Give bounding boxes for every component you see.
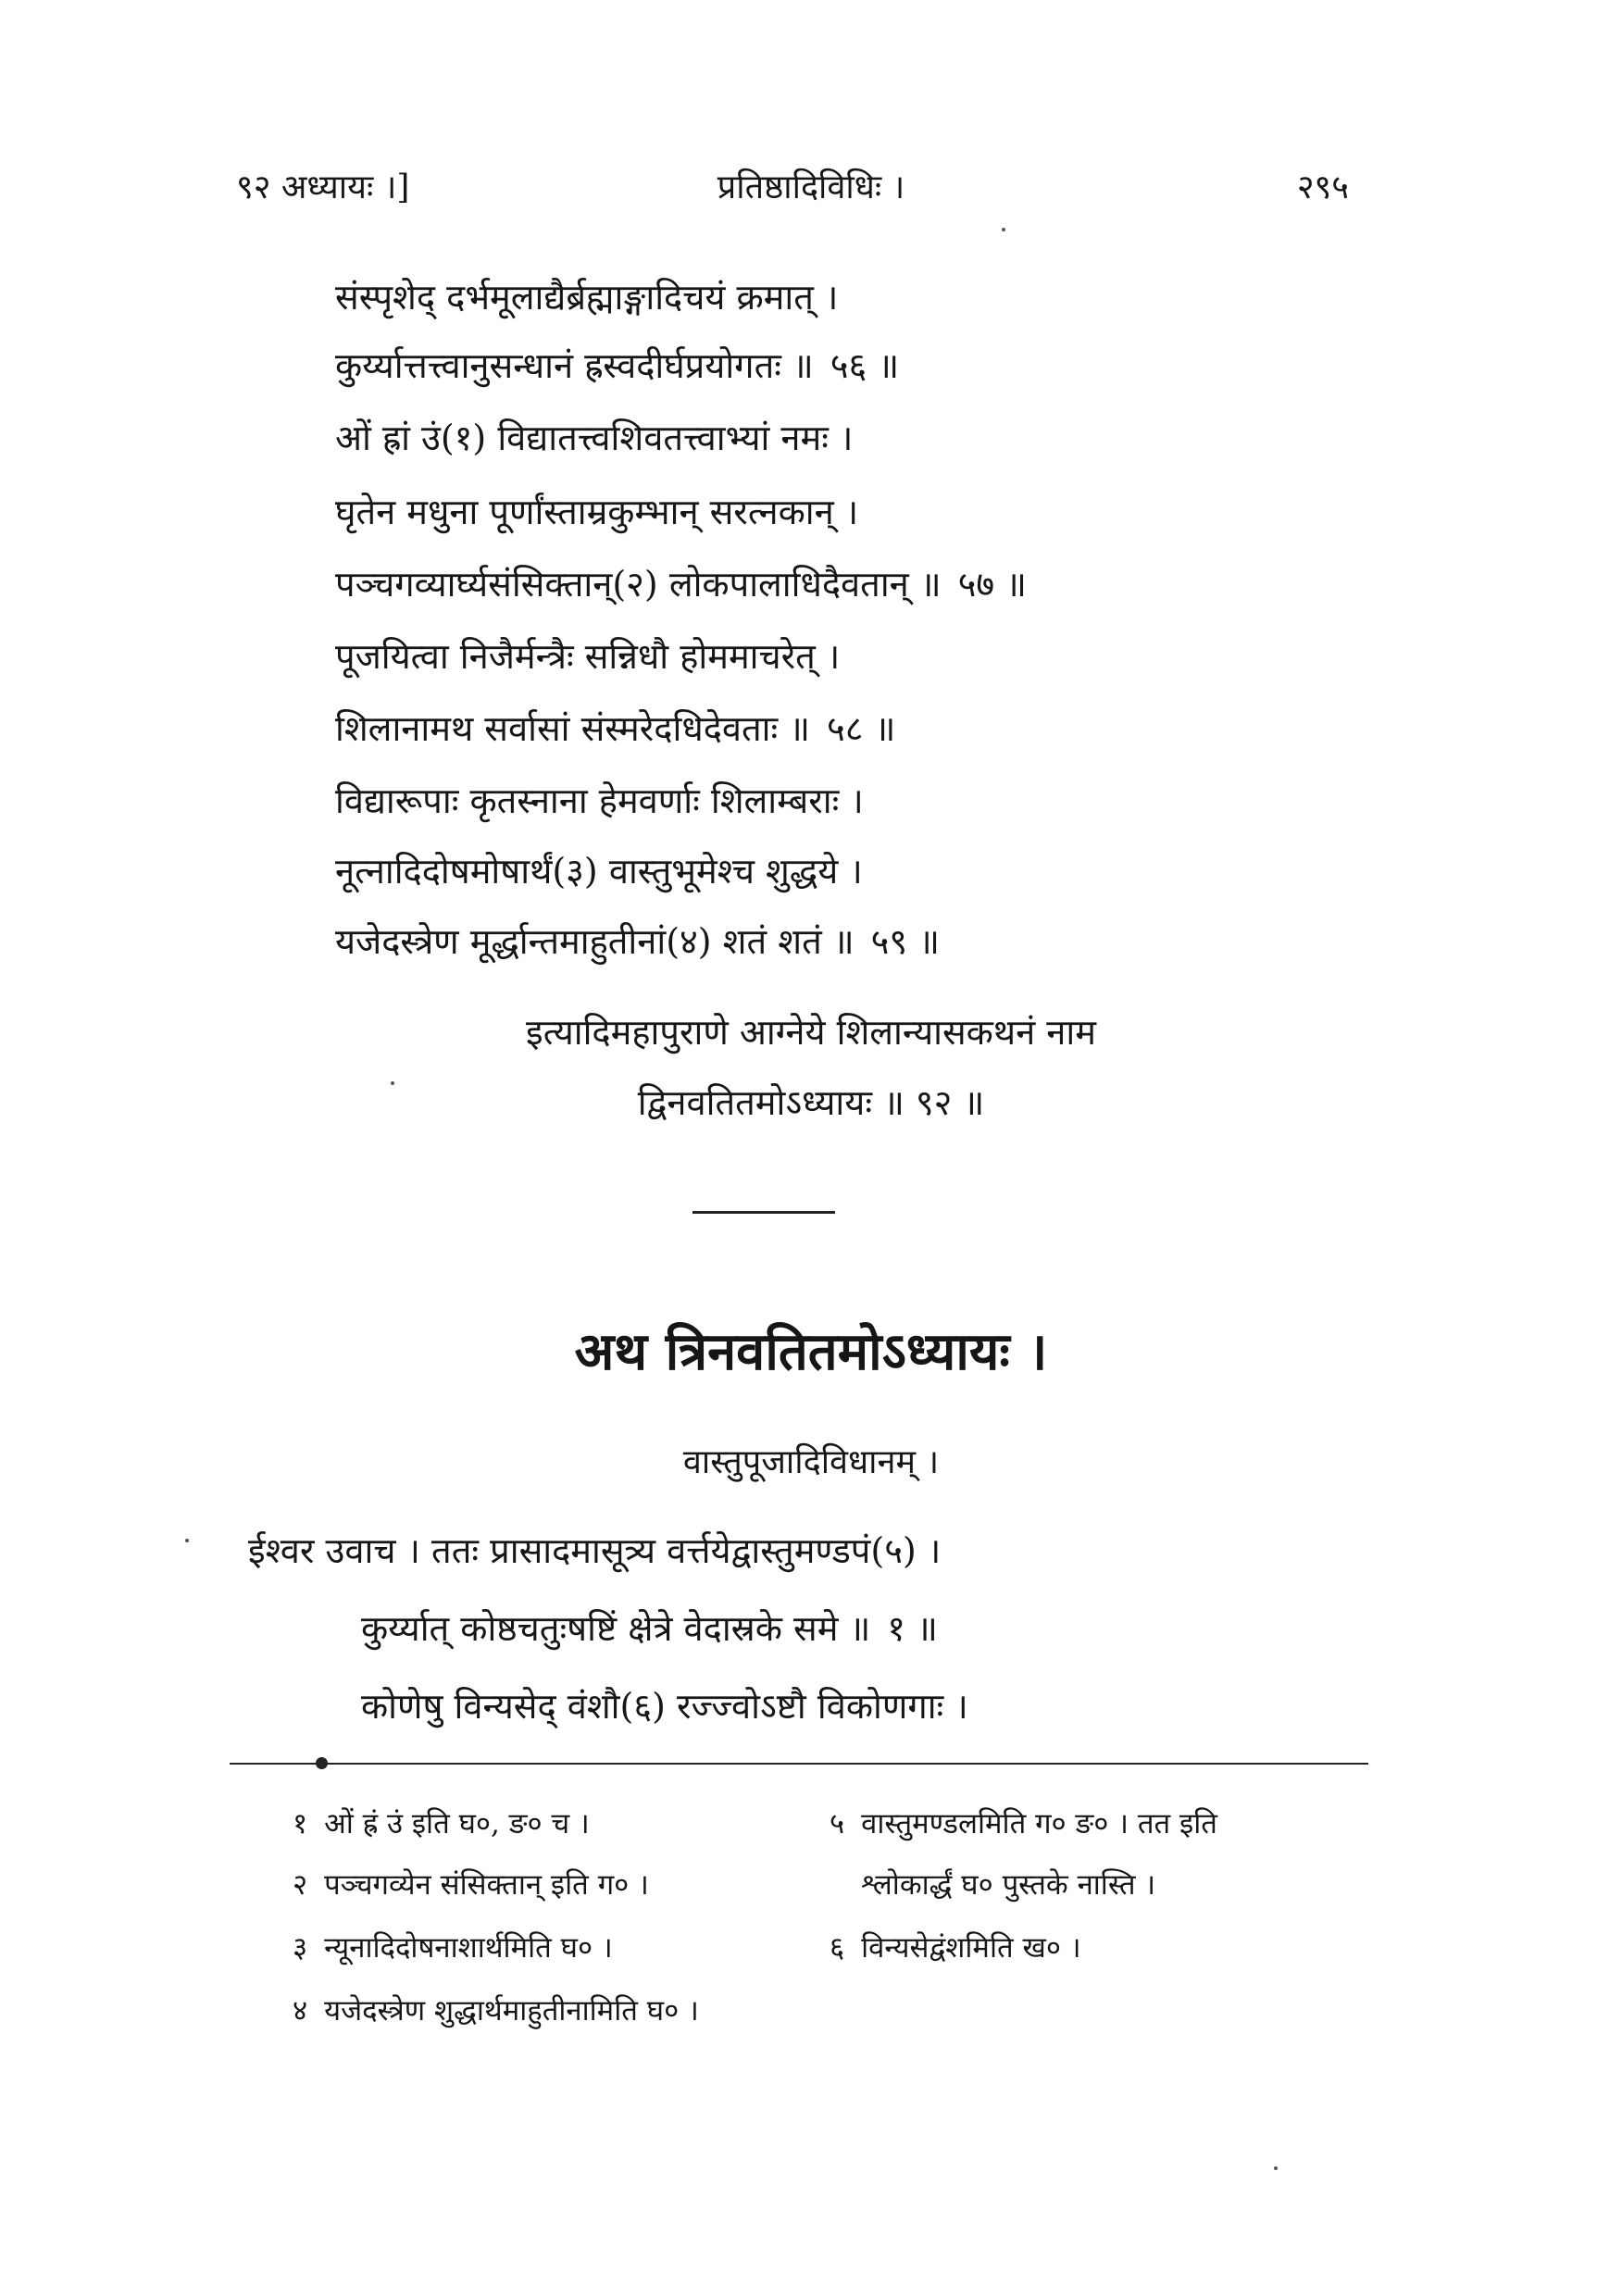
- footnote-text: पञ्चगव्येन संसिक्तान् इति ग० ।: [324, 1868, 649, 1902]
- footnote: [293, 1990, 699, 2029]
- verse-line: [335, 276, 1372, 318]
- verse-text: पूजयित्वा निजैर्मन्त्रैः सन्निधौ होममाचरेत् ।: [335, 636, 841, 677]
- verse-text: शिलानामथ सर्वासां संस्मरेदधिदेवताः ॥: [335, 708, 811, 749]
- body-line-text: कोणेषु विन्यसेद् वंशौ(६) रज्ज्वोऽष्टौ विकोणगाः ।: [361, 1686, 968, 1727]
- footnote-text: विन्यसेद्वंशमिति ख० ।: [861, 1931, 1081, 1965]
- scan-speck: [185, 1539, 189, 1542]
- footnote-text: न्यूनादिदोषनाशार्थमिति घ० ।: [324, 1931, 613, 1965]
- footnote: [830, 1803, 1217, 1842]
- verse-line: [335, 780, 1372, 822]
- verse-text: विद्यारूपाः कृतस्नाना हेमवर्णाः शिलाम्बराः ।: [335, 780, 864, 821]
- footnote: [293, 1803, 590, 1842]
- scan-speck: [391, 1081, 394, 1085]
- verse-line: [335, 635, 1372, 678]
- footnote-text: यजेदस्त्रेण शुद्धार्थमाहुतीनामिति घ० ।: [324, 1994, 699, 2028]
- verse-number: ५६ ॥: [830, 345, 900, 386]
- scan-speck: [1002, 228, 1005, 231]
- verse-line: [335, 563, 1372, 605]
- verse-text: नूत्नादिदोषमोषार्थं(३) वास्तुभूमेश्च शुद्धये ।: [335, 851, 863, 892]
- header-page-number: २९५: [1296, 168, 1349, 206]
- body-speaker-line: ईश्वर उवाच । ततः प्रासादमासूत्र्य वर्त्तयेद्वास्तुमण्डपं(५) ।: [248, 1530, 942, 1571]
- footnote-continuation: श्लोकार्द्धं घ० पुस्तके नास्ति ।: [861, 1868, 1156, 1902]
- chapter-title: अथ त्रिनवतितमोऽध्यायः ।: [574, 1321, 1048, 1382]
- footnote-number: ४: [293, 1994, 308, 2028]
- verse-text: पञ्चगव्यार्घ्यसंसिक्तान्(२) लोकपालाधिदैवतान् ॥: [335, 564, 942, 605]
- verse-line: [335, 850, 1372, 892]
- footnote-text: ओं ह्रं उं इति घ०, ङ० च ।: [324, 1807, 590, 1841]
- footnote-text: वास्तुमण्डलमिति ग० ङ० । तत इति: [861, 1807, 1217, 1841]
- footnote-number: ६: [830, 1931, 845, 1965]
- header-title: प्रतिष्ठादिविधिः ।: [717, 168, 905, 206]
- verse-text: घृतेन मधुना पूर्णांस्ताम्रकुम्भान् सरत्नकान् ।: [335, 492, 859, 532]
- verse-number: ५८ ॥: [827, 708, 896, 749]
- verse-line: [335, 344, 1372, 387]
- colophon-line-2: द्विनवतितमोऽध्यायः ॥ ९२ ॥: [637, 1082, 985, 1123]
- verse-line: [335, 417, 1372, 459]
- footnote: [830, 1928, 1081, 1966]
- verse-line: [335, 707, 1372, 750]
- footnote: [293, 1865, 649, 1903]
- verse-text: संस्पृशेद् दर्भमूलाद्यैर्ब्रह्माङ्गादिचयं क्रमात् ।: [335, 277, 839, 318]
- footnote-number: २: [293, 1868, 308, 1902]
- footnote-number: १: [293, 1807, 308, 1841]
- footnote-number: ५: [830, 1807, 845, 1841]
- body-line: [361, 1603, 938, 1652]
- chapter-subtitle: वास्तुपूजादिविधानम् ।: [682, 1443, 940, 1481]
- verse-text: ओं ह्रां उं(१) विद्यातत्त्वशिवतत्त्वाभ्यां नमः ।: [335, 418, 854, 458]
- verse-line: [335, 491, 1372, 533]
- footnote-number: ३: [293, 1931, 308, 1965]
- scan-speck: [1274, 2166, 1278, 2170]
- footnote-rule-dot: [316, 1757, 328, 1769]
- verse-number: ५९ ॥: [870, 921, 940, 962]
- body-line-text: कुर्य्यात् कोष्ठचतुःषष्टिं क्षेत्रे वेदास्रके समे ॥: [361, 1608, 871, 1649]
- verse-text: कुर्य्यात्तत्त्वानुसन्धानं ह्रस्वदीर्घप्रयोगतः ॥: [335, 345, 814, 386]
- header-chapter-marker: ९२ अध्यायः ।]: [236, 168, 410, 206]
- section-divider: [692, 1211, 835, 1214]
- verse-number: १ ॥: [887, 1608, 938, 1649]
- footnote-rule: [230, 1763, 1368, 1765]
- verse-number: ५७ ॥: [957, 564, 1027, 605]
- footnote: [293, 1928, 613, 1966]
- verse-line: [335, 920, 1372, 963]
- verse-text: यजेदस्त्रेण मूर्द्धान्तमाहुतीनां(४) शतं शतं ॥: [335, 921, 855, 962]
- colophon-line-1: इत्यादिमहापुराणे आग्नेये शिलान्यासकथनं नाम: [526, 1012, 1096, 1053]
